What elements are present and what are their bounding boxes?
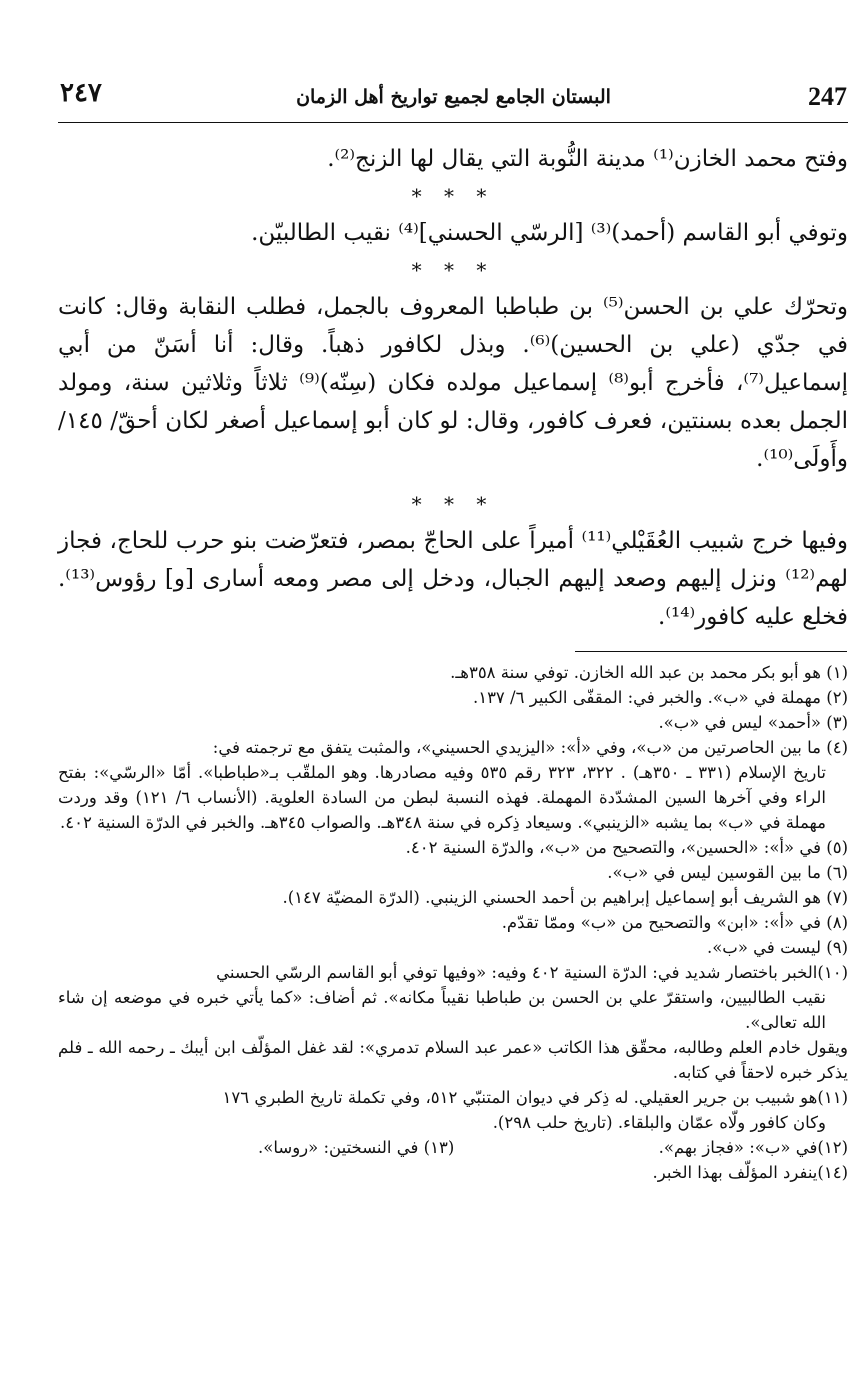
footnote-6: (٦) ما بين القوسين ليس في «ب». — [607, 863, 848, 882]
paragraph-2: وتوفي أبو القاسم (أحمد)⁽³⁾ [الرسّي الحسني]⁽⁴⁾ نقيب الطالبيّن. — [251, 220, 848, 246]
footnote-10-editor: ويقول خادم العلم وطالبه، محقّق هذا الكاتب «عمر عبد السلام تدمري»: لقد غفل المؤلّف ابن أيبك ـ رحمه الله ـ فلم يذكر خبره لاحقاً في كتابه. — [58, 1038, 848, 1082]
footnote-rule — [575, 651, 847, 652]
footnote-11: (١١)هو شبيب بن جرير العقيلي. له ذِكر في ديوان المتنبّي ٥١٢، وفي تكملة تاريخ الطبري ١٧٦ — [222, 1088, 848, 1107]
footnote-10: (١٠)الخبر باختصار شديد في: الدرّة السنية ٤٠٢ وفيه: «وفيها توفي أبو القاسم الرسّي الحسني — [216, 963, 848, 982]
page-number-arabic: ٢٤٧ — [60, 78, 102, 108]
footnote-9: (٩) ليست في «ب». — [706, 938, 848, 957]
footnote-1: (١) هو أبو بكر محمد بن عبد الله الخازن. توفي سنة ٣٥٨هـ. — [450, 663, 848, 682]
separator-stars: * * * — [411, 184, 495, 208]
paragraph-3: وتحرّك علي بن الحسن⁽⁵⁾ بن طباطبا المعروف بالجمل، فطلب النقابة وقال: كانت في جدّي (علي بن الحسين)⁽⁶⁾. وبذل لكافور ذهباً. وقال: أنا أسَنّ من أبي إسماعيل⁽⁷⁾، فأخرج أبو⁽⁸⁾ إسماعيل مولده فكان (سِنّه)⁽⁹⁾ ثلاثاً وثلاثين سنة، ومولد الجمل بعده بسنتين، فعرف كافور، وقال: لو كان أبو إسماعيل أصغر لكان أحقّ/ ١٤٥/ وأَولَى⁽¹⁰⁾. — [58, 294, 848, 472]
page-header — [60, 78, 847, 122]
footnote-4: (٤) ما بين الحاصرتين من «ب»، وفي «أ»: «اليزيدي الحسيني»، والمثبت يتفق مع ترجمته في: — [212, 738, 848, 757]
footnote-3: (٣) «أحمد» ليس في «ب». — [658, 713, 848, 732]
footnote-10-cont: نقيب الطالبيين، واستقرّ علي بن الحسن بن طباطبا نقيباً مكانه». ثم أضاف: «كما يأتي خبره في موضعه إن شاء الله تعالى». — [58, 988, 826, 1032]
paragraph-4: وفيها خرج شبيب العُقَيْلي⁽¹¹⁾ أميراً على الحاجّ بمصر، فتعرّضت بنو حرب للحاج، فجاز لهم⁽¹²⁾ ونزل إليهم وصعد إليهم الجبال، ودخل إلى مصر ومعه أسارى [و] رؤوس⁽¹³⁾. فخلع عليه كافور⁽¹⁴⁾. — [58, 528, 848, 630]
footnote-5: (٥) في «أ»: «الحسين»، والتصحيح من «ب»، والدرّة السنية ٤٠٢. — [405, 838, 848, 857]
paragraph-1: وفتح محمد الخازن⁽¹⁾ مدينة النُّوبة التي يقال لها الزنج⁽²⁾. — [327, 146, 848, 172]
footnote-4-cont: تاريخ الإسلام (٣٣١ ـ ٣٥٠هـ) . ٣٢٢، ٣٢٣ رقم ٥٣٥ وفيه مصادرها. وهو الملقّب بـ«طباطبا». أمّا «الرسّي»: بفتح الراء وفي آخرها السين المشدّدة المهملة. فهذه النسبة لبطن من السادة العلوية. (الأنساب ٦/ ١٢١) وقد وردت مهملة في «ب» بما يشبه «الزينبي». وسيعاد ذِكره في سنة ٣٤٨هـ. والصواب ٣٤٥هـ. والخبر في الدرّة السنية ٤٠٢. — [58, 763, 826, 832]
footnote-7: (٧) هو الشريف أبو إسماعيل إبراهيم بن أحمد الحسني الزينبي. (الدرّة المضيّة ١٤٧). — [282, 888, 848, 907]
footnote-13: (١٣) في النسختين: «روسا». — [258, 1138, 455, 1157]
running-title: البستان الجامع لجميع تواريخ أهل الزمان — [296, 86, 611, 108]
separator-stars: * * * — [411, 492, 495, 516]
separator-stars: * * * — [411, 258, 495, 282]
header-rule — [58, 122, 848, 123]
footnote-11-cont: وكان كافور ولّاه عمّان والبلقاء. (تاريخ حلب ٢٩٨). — [492, 1113, 826, 1132]
footnote-8: (٨) في «أ»: «ابن» والتصحيح من «ب» وممّا تقدّم. — [501, 913, 848, 932]
footnotes — [58, 660, 848, 1185]
footnotes-12-13 — [58, 1135, 848, 1160]
main-text — [58, 140, 848, 636]
footnote-12: (١٢)في «ب»: «فجاز بهم». — [658, 1138, 848, 1157]
footnote-14: (١٤)ينفرد المؤلّف بهذا الخبر. — [652, 1163, 848, 1182]
page-number-latin: 247 — [808, 82, 847, 111]
footnote-2: (٢) مهملة في «ب». والخبر في: المقفّى الكبير ٦/ ١٣٧. — [472, 688, 848, 707]
